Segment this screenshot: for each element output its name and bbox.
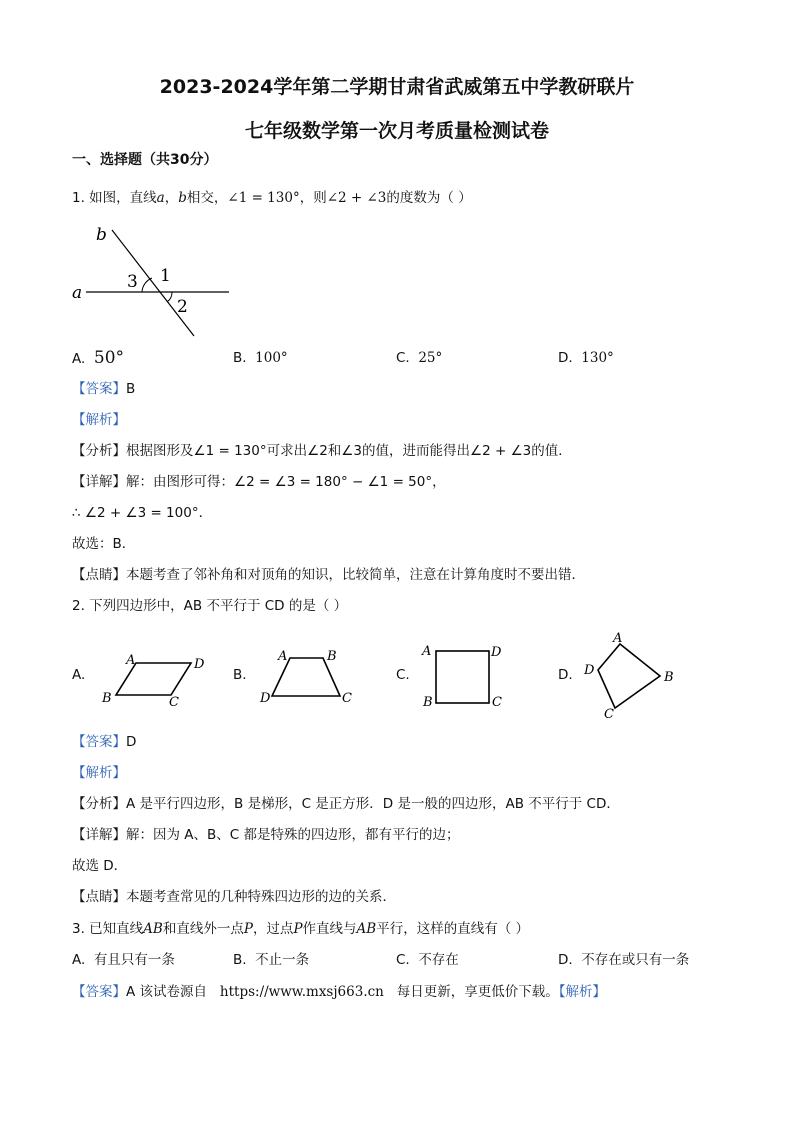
q1-option-b: B. 100°	[233, 350, 288, 366]
q2-analysis-tag: 【解析】	[72, 765, 126, 781]
fig-a-label-a: A	[126, 653, 136, 668]
q2-figure-a	[96, 650, 216, 708]
q2-fenxi: 【分析】A 是平行四边形，B 是梯形，C 是正方形．D 是一般的四边形，AB 不平行于 CD．	[72, 796, 620, 812]
fig-c-label-c: C	[492, 695, 502, 710]
q2-choose: 故选 D．	[72, 858, 128, 874]
q1-option-d: D. 130°	[558, 350, 614, 366]
q3-option-a: A. 有且只有一条	[72, 952, 175, 968]
q1-analysis-tag: 【解析】	[72, 412, 126, 428]
q3-option-d: D. 不存在或只有一条	[558, 952, 690, 968]
q2-answer: 【答案】D	[72, 734, 137, 750]
label-1: 1	[160, 266, 171, 286]
q3-answer: 【答案】A 该试卷源自 https://www.mxsj663.cn 每日更新，享更低价下载。【解析】	[72, 984, 606, 1000]
q2-figure-d	[580, 628, 680, 720]
fig-a-label-b: B	[102, 691, 112, 706]
q1-answer: 【答案】B	[72, 381, 136, 397]
q2-option-c-letter: C.	[396, 667, 410, 683]
label-2: 2	[177, 297, 188, 317]
q2-option-d-letter: D.	[558, 667, 573, 683]
fig-b-label-a: A	[278, 649, 288, 664]
q1-fenxi: 【分析】根据图形及∠1 = 130°可求出∠2和∠3的值，进而能得出∠2 + ∠3的值．	[72, 443, 572, 459]
q1-option-a: A. 50°	[72, 348, 125, 368]
q2-figure-b	[256, 646, 356, 708]
q2-dianjing: 【点睛】本题考查常见的几种特殊四边形的边的关系．	[72, 889, 396, 905]
fig-a-label-c: C	[169, 695, 179, 708]
q1-xiangjie: 【详解】解：由图形可得：∠2 = ∠3 = 180° − ∠1 = 50°，	[72, 474, 446, 490]
q2-option-a-letter: A.	[72, 667, 86, 683]
line-b	[112, 230, 194, 336]
source-url: https://www.mxsj663.cn	[219, 984, 384, 1000]
q1-therefore: ∴ ∠2 + ∠3 = 100°．	[72, 505, 213, 521]
fig-b-label-d: D	[260, 691, 271, 706]
fig-c-label-d: D	[491, 645, 502, 660]
q2-figure-c	[418, 640, 508, 712]
fig-b-label-b: B	[327, 649, 337, 664]
q1-choose: 故选：B．	[72, 536, 136, 552]
label-a: a	[72, 283, 83, 303]
angle-2-arc	[167, 292, 172, 302]
question-1-figure	[64, 218, 244, 343]
question-1-stem: 1. 如图，直线a，b相交，∠1 = 130°，则∠2 + ∠3的度数为（ ）	[72, 190, 472, 206]
q3-option-b: B. 不止一条	[233, 952, 310, 968]
paper-title-line2: 七年级数学第一次月考质量检测试卷	[244, 120, 549, 142]
fig-c-label-b: B	[423, 695, 433, 710]
fig-d-label-c: C	[604, 707, 614, 720]
question-2-stem: 2. 下列四边形中，AB 不平行于 CD 的是（ ）	[72, 598, 348, 614]
fig-c-label-a: A	[422, 644, 432, 659]
question-3-stem: 3. 已知直线AB和直线外一点P，过点P作直线与AB平行，这样的直线有（ ）	[72, 921, 529, 937]
section-heading: 一、选择题（共30分）	[72, 152, 218, 168]
fig-b-label-c: C	[342, 691, 352, 706]
fig-d-label-d: D	[584, 663, 595, 678]
q1-dianjing: 【点睛】本题考查了邻补角和对顶角的知识，比较简单，注意在计算角度时不要出错．	[72, 567, 585, 583]
q2-xiangjie: 【详解】解：因为 A、B、C 都是特殊的四边形，都有平行的边；	[72, 827, 460, 843]
q1-option-c: C. 25°	[396, 350, 443, 366]
label-3: 3	[127, 272, 138, 292]
paper-title-line1: 2023-2024学年第二学期甘肃省武威第五中学教研联片	[159, 76, 635, 98]
q2-option-b-letter: B.	[233, 667, 247, 683]
fig-a-label-d: D	[194, 657, 205, 672]
fig-d-label-a: A	[613, 631, 623, 646]
fig-d-label-b: B	[664, 670, 674, 685]
label-b: b	[96, 225, 107, 245]
q3-option-c: C. 不存在	[396, 952, 459, 968]
